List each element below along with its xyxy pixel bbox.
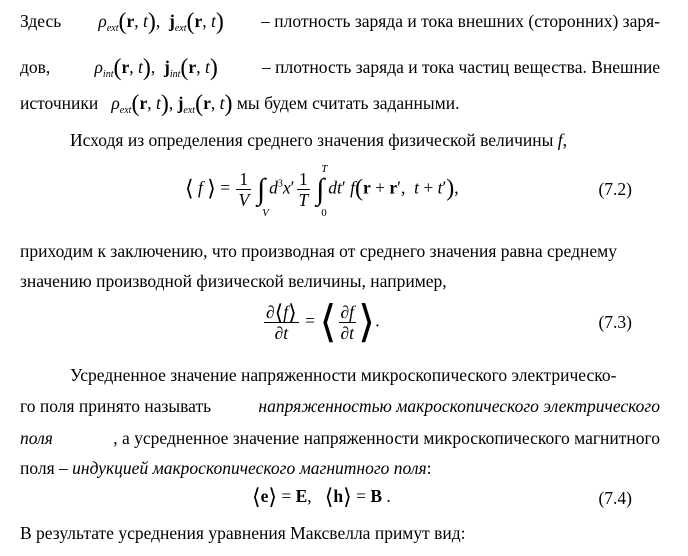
text-line-11 [20,518,660,548]
text-line-4: Исходя из определения среднего значения физической величины f, [70,130,568,150]
equation-7-3 [0,296,660,360]
text-line-2 [20,52,660,82]
text-segment: поля – [20,458,68,478]
text-line-1 [20,6,660,36]
equation-number: (7.4) [598,488,632,508]
text-line-9 [20,423,660,453]
text-line-10: поля – индукцией макроскопического магнитного поля: [20,458,432,478]
text-segment: – плотность заряда и тока частиц вещества. Внешние [262,57,660,77]
text-segment: Исходя из определения среднего значения физической величины [70,130,554,150]
text-segment: го поля принято называть [20,396,212,416]
term-italic: индукцией макроскопического магнитного поля [72,458,427,478]
term-italic: напряженностью макроскопического электрического [258,396,660,416]
word-zdes: Здесь [20,11,62,31]
text-line-7 [70,360,660,390]
text-segment: мы будем считать заданными. [236,93,460,113]
text-segment: , а усредненное значение напряженности микроскопического магнитного [113,428,660,448]
text-segment: Усредненное значение напряженности микроскопического электрическо- [70,365,617,385]
text-line-6 [20,266,660,296]
text-line-3 [20,88,660,118]
equation-7-2 [0,163,660,223]
formula-rho-ext: $\rho_{ext}(r$, t), $j_{ext}(r$, t) [98,9,224,35]
formula-rho-int: $\rho_{int}(r$, t), $j_{int}(r$, t) [94,55,218,81]
text-segment: приходим к заключению, что производная от среднего значения равна среднему [20,241,617,261]
term-italic: поля [20,428,53,448]
text-line-5 [20,236,660,266]
equation-7-3-body: $\frac{\partial⟨f⟩}{\partial t}$ = ⟨ $\frac{\partial f}{\partial t}$ ⟩. [266,297,380,347]
equation-7-4 [0,484,660,520]
equation-7-4-body: ⟨e⟩ = E, ⟨h⟩ = B . [252,484,391,509]
equation-number: (7.2) [598,179,632,199]
word-dov: дов, [20,57,51,77]
text-line-8 [20,391,660,421]
text-segment: В результате усреднения уравнения Максвелла примут вид: [20,523,466,543]
word-istochniki: источники [20,93,99,113]
formula-ext-sources: $\rho_{ext}(r$, t), $j_{ext}(r$, t) [111,91,233,117]
var-f: f [557,130,563,150]
text-segment: – плотность заряда и тока внешних (сторонних) заря- [261,11,660,31]
equation-number: (7.3) [598,312,632,332]
text-segment: значению производной физической величины, например, [20,271,447,291]
equation-7-2-body: ⟨ f ⟩ = $\frac{1}{V}$ ∫ V $d^3x'$ $\frac{1}{T}$ ∫ T 0 dt′ f(r + r′, t + t′), [185,162,459,219]
